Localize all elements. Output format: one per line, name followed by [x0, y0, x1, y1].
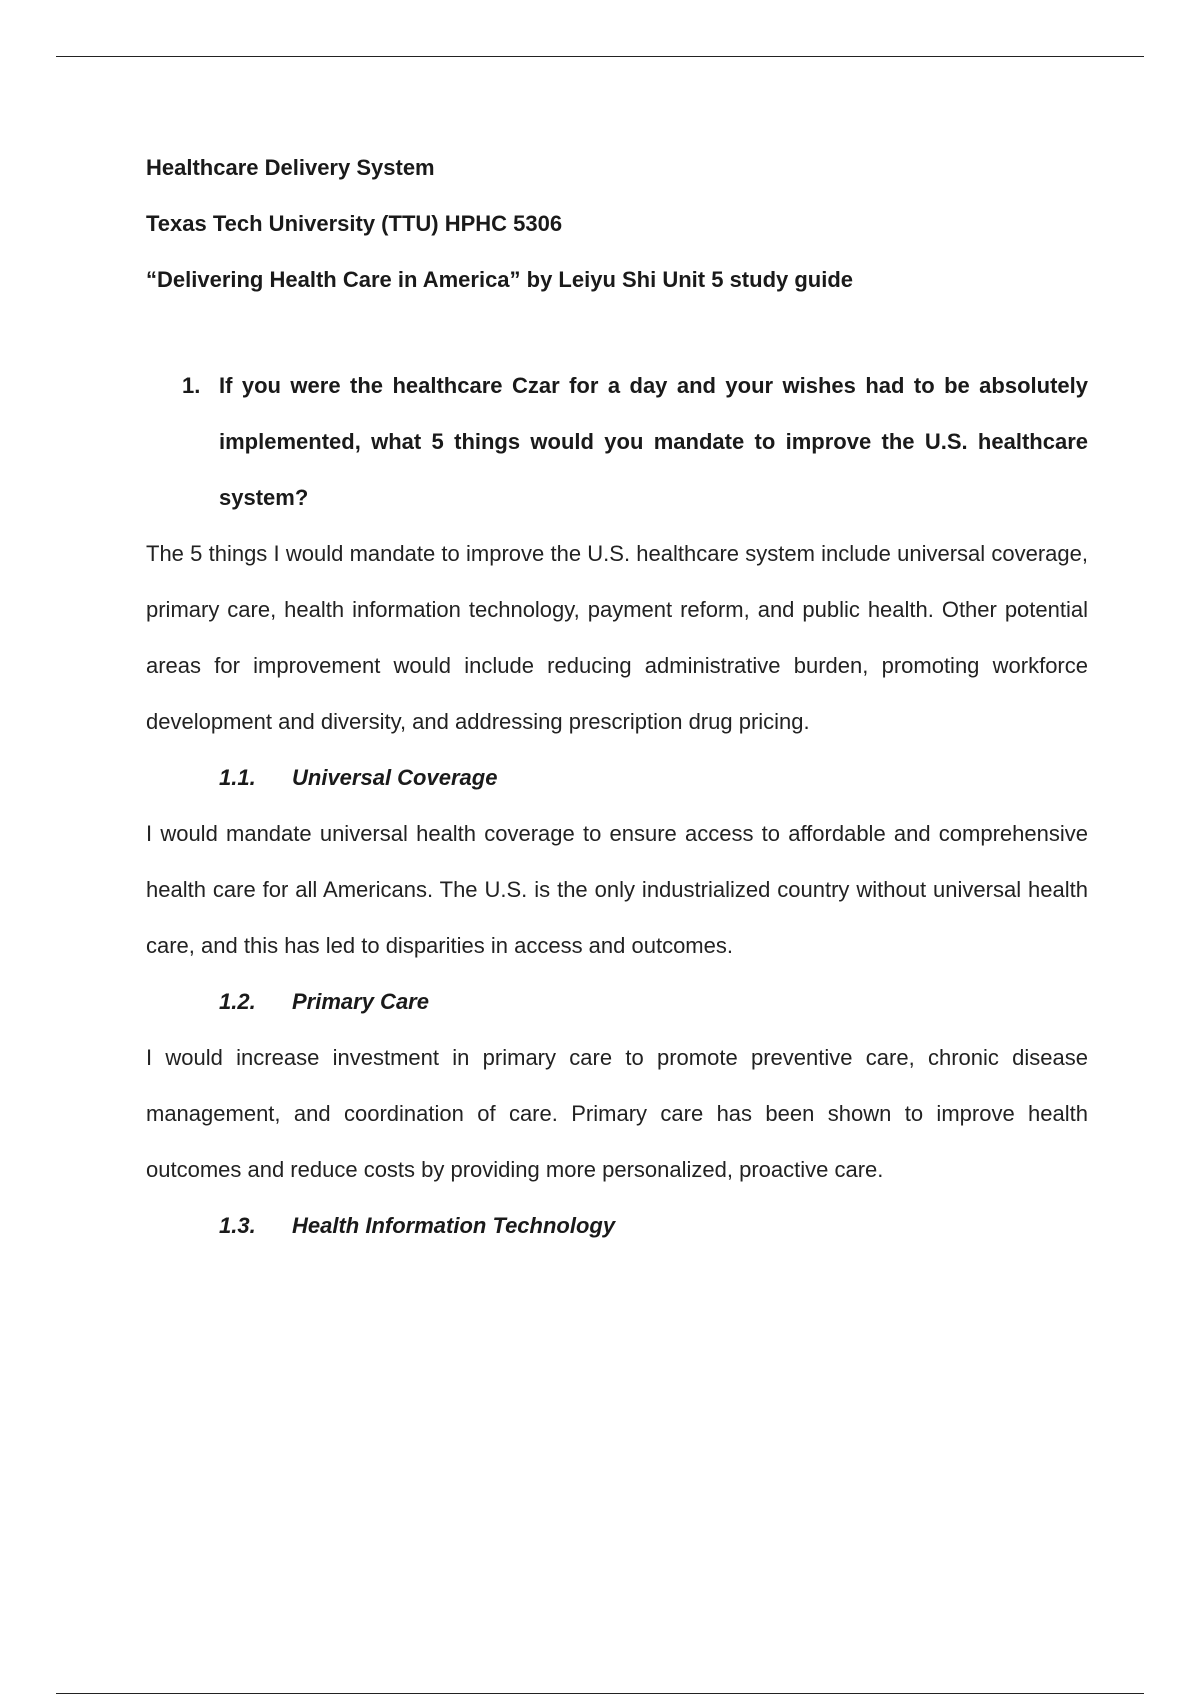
- section-number: 1.2.: [219, 989, 256, 1014]
- section-heading-health-it: [146, 1198, 1088, 1254]
- question-number: 1.: [182, 373, 201, 398]
- section-title: Health Information Technology: [292, 1213, 616, 1238]
- question-1: [146, 358, 1088, 526]
- bottom-rule: [56, 1693, 1144, 1694]
- course-line: Texas Tech University (TTU) HPHC 5306: [146, 211, 563, 236]
- section-number: 1.3.: [219, 1213, 256, 1238]
- section-heading-primary-care: [146, 974, 1088, 1030]
- top-rule: [56, 56, 1144, 57]
- section-body-primary-care: I would increase investment in primary care to promote preventive care, chronic disease management, and coordination of care. Primary care has been shown to improve health outcomes and reduce costs by providing more personalized, proactive care.: [146, 1045, 1088, 1182]
- spacer: [146, 308, 1088, 358]
- question-text: If you were the healthcare Czar for a day and your wishes had to be absolutely implemented, what 5 things would you mandate to improve the U.S. healthcare system?: [219, 373, 1088, 510]
- doc-title: Healthcare Delivery System: [146, 155, 435, 180]
- section-body-universal-coverage: I would mandate universal health coverage to ensure access to affordable and comprehensive health care for all Americans. The U.S. is the only industrialized country without universal health care, and this has led to disparities in access and outcomes.: [146, 821, 1088, 958]
- textbook-line: “Delivering Health Care in America” by Leiyu Shi Unit 5 study guide: [146, 267, 854, 292]
- intro-paragraph: The 5 things I would mandate to improve the U.S. healthcare system include universal coverage, primary care, health information technology, payment reform, and public health. Other potential areas for improvement would include reducing administrative burden, promoting workforce development and diversity, and addressing prescription drug pricing.: [146, 541, 1088, 734]
- section-number: 1.1.: [219, 765, 256, 790]
- section-heading-universal-coverage: [146, 750, 1088, 806]
- section-title: Primary Care: [292, 989, 429, 1014]
- document-page: [146, 140, 1088, 1254]
- section-title: Universal Coverage: [292, 765, 498, 790]
